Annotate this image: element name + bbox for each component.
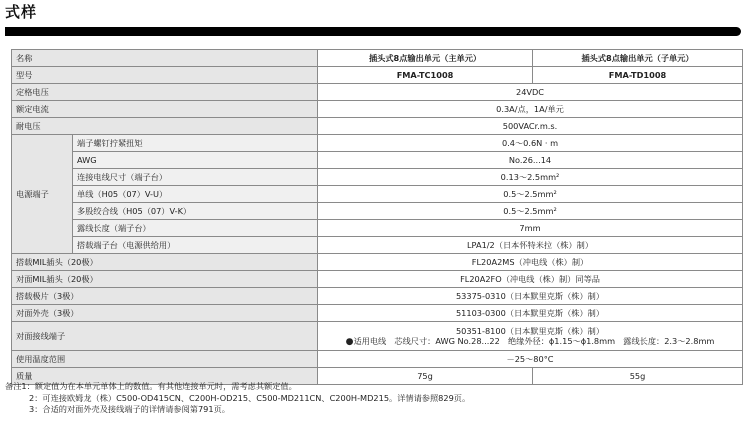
mating-terminal-wire-spec [322, 336, 738, 347]
temp-range-label: 使用温度范围 [12, 351, 318, 368]
note-3: 3：合适的对面外壳及接线端子的详情请参阅第791页。 [29, 404, 230, 414]
table-row-mil-plug [12, 254, 743, 271]
withstand-voltage-value: 500VACr.m.s. [318, 118, 743, 135]
table-row-power-terminal-0 [12, 135, 743, 152]
table-row-mating-terminal [12, 322, 743, 351]
table-row-power-terminal-4 [12, 203, 743, 220]
header-col-sub: 插头式8点输出单元（子单元） [533, 50, 743, 67]
power-terminal-sub-label: 连接电线尺寸（端子台） [73, 169, 318, 186]
power-terminal-sub-label: AWG [73, 152, 318, 169]
notes [5, 381, 470, 416]
rated-voltage-label: 定格电压 [12, 84, 318, 101]
mil-socket-label: 对面MIL插头（20极） [12, 271, 318, 288]
power-terminal-sub-label: 单线（H05（07）V-U） [73, 186, 318, 203]
rated-voltage-value: 24VDC [318, 84, 743, 101]
pin-header-value: 53375-0310（日本默里克斯（株）制） [318, 288, 743, 305]
mil-plug-label: 搭载MIL插头（20极） [12, 254, 318, 271]
note-1: 备注1：额定值为在本单元单体上的数值。有其他连接单元时，需考虑其额定值。 [5, 381, 297, 391]
withstand-voltage-label: 耐电压 [12, 118, 318, 135]
pin-header-label: 搭载极片（3极） [12, 288, 318, 305]
header-label: 名称 [12, 50, 318, 67]
rated-current-label: 额定电流 [12, 101, 318, 118]
power-terminal-sub-label: 多股绞合线（H05（07）V-K） [73, 203, 318, 220]
spec-table [11, 49, 743, 385]
table-row-power-terminal-2 [12, 169, 743, 186]
page-title: 式样 [5, 3, 38, 21]
mil-plug-value: FL20A2MS（冲电线（株）制） [318, 254, 743, 271]
power-terminal-sub-label: 露线长度（端子台） [73, 220, 318, 237]
power-terminal-sub-value: 0.5～2.5mm² [318, 186, 743, 203]
rated-current-value: 0.3A/点，1A/单元 [318, 101, 743, 118]
table-row-pin-header [12, 288, 743, 305]
mating-terminal-value [318, 322, 743, 351]
bullet-icon: ● [345, 336, 354, 347]
table-row-mil-socket [12, 271, 743, 288]
mass-label: 质量 [12, 368, 318, 385]
power-terminal-sub-value: 0.13～2.5mm² [318, 169, 743, 186]
power-terminal-sub-value: 0.5～2.5mm² [318, 203, 743, 220]
table-row-power-terminal-6 [12, 237, 743, 254]
power-terminal-sub-value: 7mm [318, 220, 743, 237]
table-row-rated-voltage [12, 84, 743, 101]
table-row-model [12, 67, 743, 84]
mass-sub: 55g [533, 368, 743, 385]
table-row-housing [12, 305, 743, 322]
mating-terminal-label: 对面接线端子 [12, 322, 318, 351]
power-terminal-sub-value: LPA1/2（日本怀特米拉（株）制） [318, 237, 743, 254]
power-terminal-label: 电源端子 [12, 135, 73, 254]
mil-socket-value: FL20A2FO（冲电线（株）制）同等品 [318, 271, 743, 288]
temp-range-value: －25～80°C [318, 351, 743, 368]
model-main: FMA-TC1008 [318, 67, 533, 84]
table-row-header [12, 50, 743, 67]
model-label: 型号 [12, 67, 318, 84]
header-col-main: 插头式8点输出单元（主单元） [318, 50, 533, 67]
power-terminal-sub-value: 0.4～0.6N · m [318, 135, 743, 152]
power-terminal-sub-value: No.26...14 [318, 152, 743, 169]
housing-label: 对面外壳（3极） [12, 305, 318, 322]
mass-main: 75g [318, 368, 533, 385]
table-row-power-terminal-5 [12, 220, 743, 237]
model-sub: FMA-TD1008 [533, 67, 743, 84]
table-row-power-terminal-3 [12, 186, 743, 203]
table-row-withstand-voltage [12, 118, 743, 135]
table-row-temp-range [12, 351, 743, 368]
title-bar [5, 27, 741, 36]
note-2: 2：可连接欧姆龙（株）C500-OD415CN、C200H-OD215、C500-MD211CN、C200H-MD215。详情请参照829页。 [29, 392, 471, 403]
mating-terminal-part: 50351-8100（日本默里克斯（株）制） [455, 325, 605, 336]
power-terminal-sub-label: 搭载端子台（电源供给用） [73, 237, 318, 254]
table-row-power-terminal-1 [12, 152, 743, 169]
table-row-rated-current [12, 101, 743, 118]
power-terminal-sub-label: 端子螺钉拧紧扭矩 [73, 135, 318, 152]
housing-value: 51103-0300（日本默里克斯（株）制） [318, 305, 743, 322]
mating-terminal-wire-text: 适用电线 芯线尺寸：AWG No.28...22 绝缘外径：ϕ1.15～ϕ1.8mm 露线长度：2.3～2.8mm [353, 335, 715, 346]
